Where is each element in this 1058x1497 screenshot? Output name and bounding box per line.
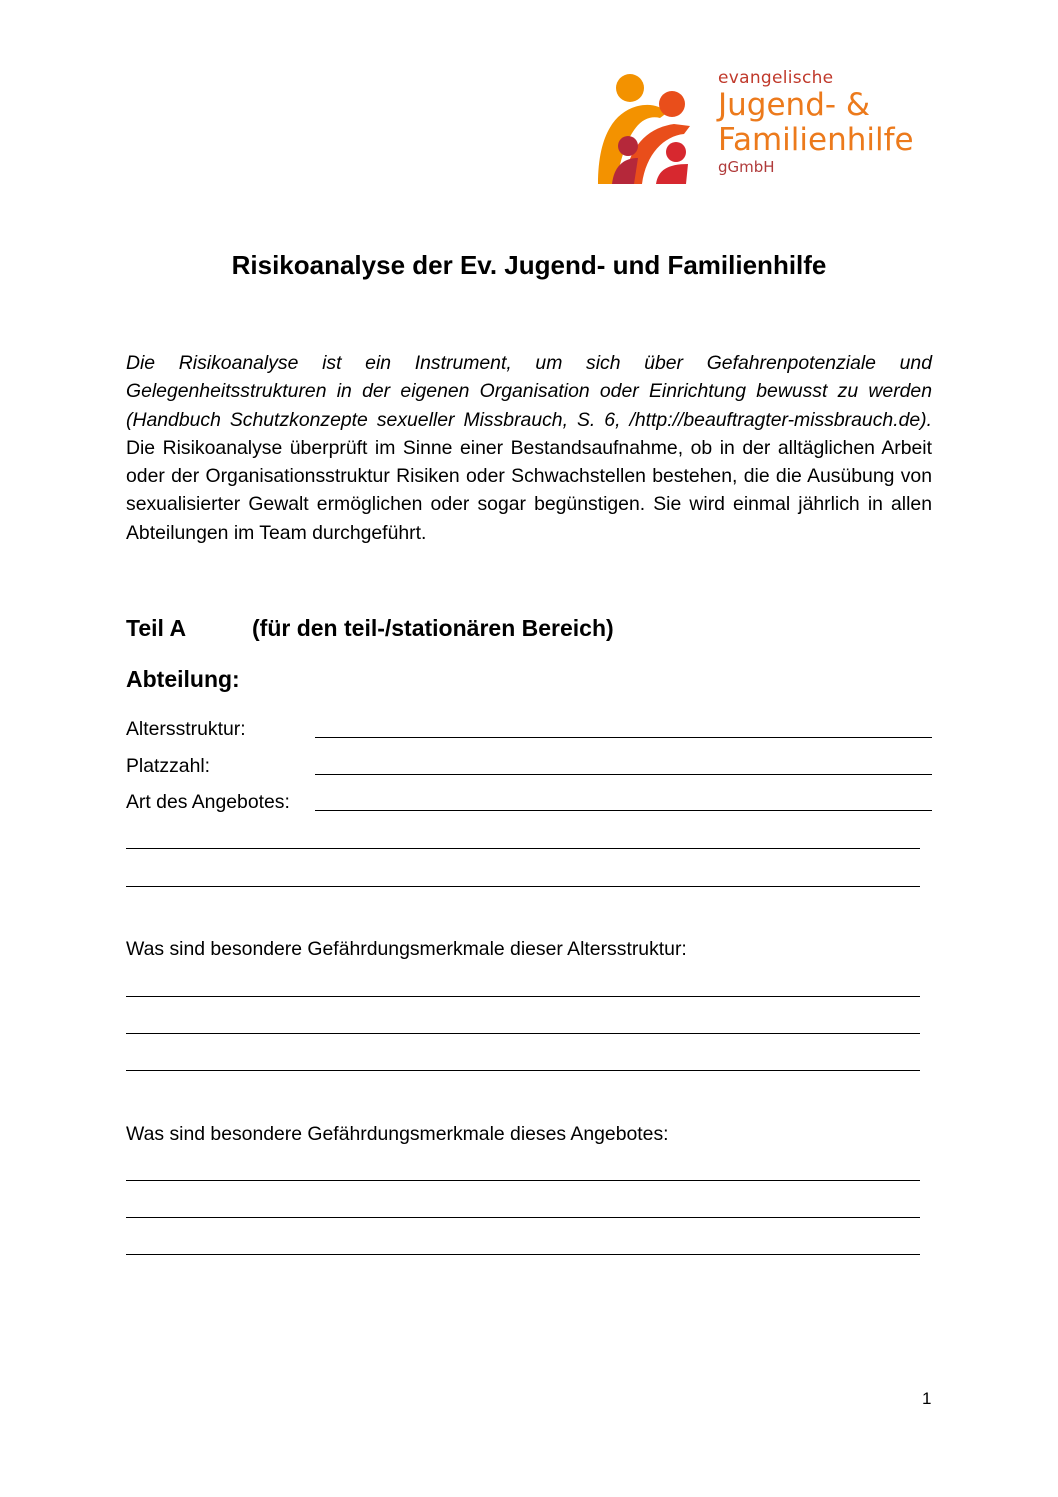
answer-line-angebot-1[interactable] <box>126 1180 920 1181</box>
family-logo-icon <box>594 66 694 186</box>
answer-line-altersstruktur-1[interactable] <box>126 996 920 997</box>
art-des-angebotes-label: Art des Angebotes: <box>126 791 290 813</box>
intro-italic-text: Die Risikoanalyse ist ein Instrument, um sich über Gefahrenpotenziale und Gelegenheitsstrukturen in der eigenen Organisation oder Einrichtung bewusst zu werden (Handbuch Schutzkonzepte sexueller Missbrauch, S. 6, /http://beauftragter-missbrauch.de). <box>126 352 932 431</box>
platzzahl-field[interactable] <box>315 774 932 775</box>
art-des-angebotes-field[interactable] <box>315 810 932 811</box>
section-teil-label: Teil A <box>126 615 187 641</box>
organization-logo <box>594 66 934 188</box>
section-teil-subtitle: (für den teil-/stationären Bereich) <box>252 615 614 641</box>
section-heading <box>126 615 614 642</box>
abteilung-heading: Abteilung: <box>126 666 240 692</box>
logo-line-evangelische: evangelische <box>718 68 834 88</box>
platzzahl-label: Platzzahl: <box>126 755 211 777</box>
altersstruktur-field[interactable] <box>315 737 932 738</box>
altersstruktur-label: Altersstruktur: <box>126 718 246 740</box>
answer-line-altersstruktur-2[interactable] <box>126 1033 920 1034</box>
answer-line-altersstruktur-3[interactable] <box>126 1070 920 1071</box>
altersstruktur-row <box>126 718 932 746</box>
art-continuation-line-1[interactable] <box>126 848 920 849</box>
logo-wordmark <box>718 68 914 176</box>
document-title: Risikoanalyse der Ev. Jugend- und Familienhilfe <box>231 250 827 280</box>
intro-regular-text: Die Risikoanalyse überprüft im Sinne einer Bestandsaufnahme, ob in der alltäglichen Arbeit oder der Organisationsstruktur Risiken oder Schwachstellen bestehen, die die Ausübung von sexualisierter Gewalt ermöglichen oder sogar begünstigen. Sie wird einmal jährlich in allen Abteilungen im Team durchgeführt. <box>126 436 932 544</box>
question-angebot: Was sind besondere Gefährdungsmerkmale dieses Angebotes: <box>126 1123 669 1145</box>
platzzahl-row <box>126 755 932 783</box>
logo-line-ggmbh: gGmbH <box>718 158 775 176</box>
answer-line-angebot-2[interactable] <box>126 1217 920 1218</box>
question-altersstruktur: Was sind besondere Gefährdungsmerkmale dieser Altersstruktur: <box>126 938 687 960</box>
art-des-angebotes-row <box>126 791 932 819</box>
page-number: 1 <box>922 1389 932 1408</box>
intro-paragraph <box>126 349 932 547</box>
art-continuation-line-2[interactable] <box>126 886 920 887</box>
answer-line-angebot-3[interactable] <box>126 1254 920 1255</box>
logo-line-familienhilfe: Familienhilfe <box>718 122 914 158</box>
logo-line-jugend: Jugend- & <box>718 87 871 123</box>
